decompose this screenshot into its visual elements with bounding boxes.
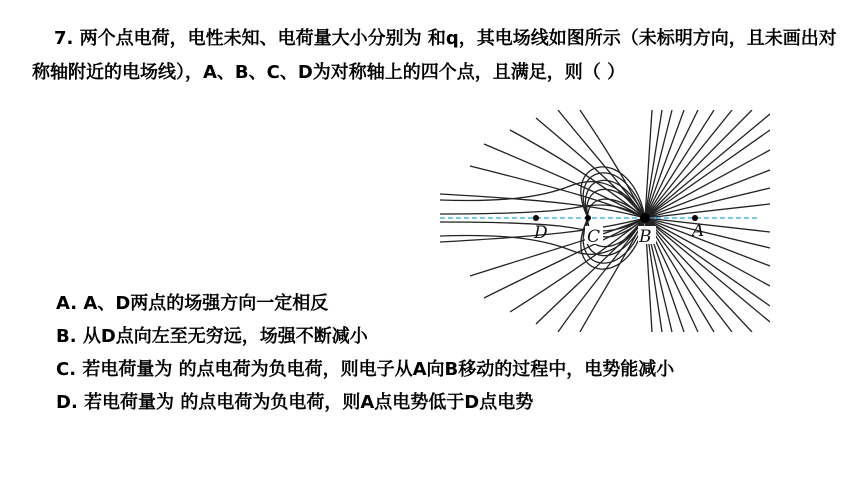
option-b[interactable] [56,320,836,353]
label-a: A [692,221,705,241]
option-letter: A. [56,293,78,314]
charge-b [640,213,650,223]
option-a[interactable] [56,287,836,320]
answer-options [56,287,836,419]
label-c: C [587,227,601,247]
option-letter: D. [56,392,78,413]
option-c[interactable] [56,353,836,386]
label-d: D [534,223,548,243]
label-b: B [639,227,652,247]
question-stem [32,22,842,90]
option-text: 若电荷量为 的点电荷为负电荷，则A点电势低于D点电势 [84,392,534,413]
question-number: 7. [54,28,74,49]
option-text: 若电荷量为 的点电荷为负电荷，则电子从A向B移动的过程中，电势能减小 [82,359,675,380]
point-d [533,215,539,221]
option-letter: B. [56,326,77,347]
option-d[interactable] [56,386,836,419]
question-text: 两个点电荷，电性未知、电荷量大小分别为 和q，其电场线如图所示（未标明方向，且未画出对称轴附近的电场线），A、B、C、D为对称轴上的四个点，且满足，则（ ） [32,28,837,83]
option-text: 从D点向左至无穷远，场强不断减小 [82,326,368,347]
option-letter: C. [56,359,77,380]
option-text: A、D两点的场强方向一定相反 [83,293,329,314]
point-c [585,215,591,221]
